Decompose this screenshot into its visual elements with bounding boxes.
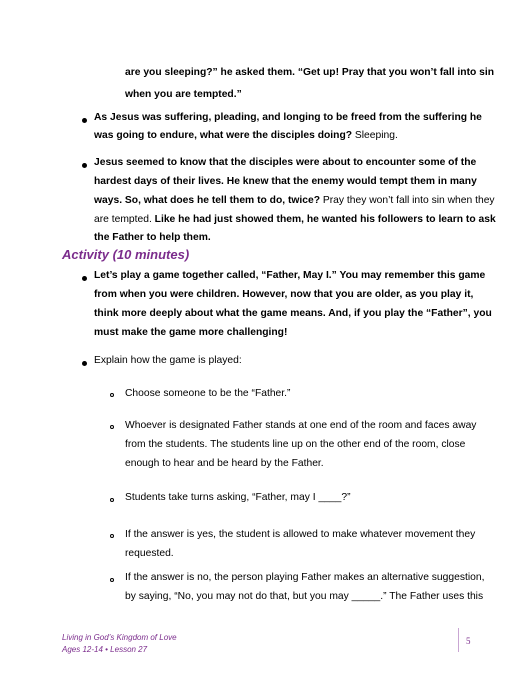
answer-text: Sleeping. (352, 130, 398, 141)
question-text: the Father to help them. (94, 232, 211, 243)
sub-bullet-icon (110, 498, 114, 502)
footer-divider (458, 628, 459, 652)
continued-text-line: are you sleeping?” he asked them. “Get up! Pray that you won’t fall into sin (125, 67, 495, 78)
step-text: If the answer is no, the person playing Father makes an alternative suggestion, (125, 572, 485, 583)
step-text: If the answer is yes, the student is allowed to make whatever movement they (125, 529, 476, 540)
bullet-icon (82, 361, 87, 366)
question-text: Jesus seemed to know that the disciples were about to encounter some of the (94, 157, 477, 168)
step-text: from the students. The students line up on the other end of the room, close (125, 439, 466, 450)
step-text: Students take turns asking, “Father, may I ____?” (125, 492, 351, 503)
step-text: Choose someone to be the “Father.” (125, 388, 291, 399)
activity-text: Let’s play a game together called, “Father, May I.” You may remember this game (94, 270, 486, 281)
bullet-icon (82, 163, 87, 168)
activity-text: think more deeply about what the game means. And, if you play the “Father”, you (94, 308, 492, 319)
sub-bullet-icon (110, 425, 114, 429)
section-heading: Activity (10 minutes) (62, 247, 190, 262)
sub-bullet-icon (110, 534, 114, 538)
question-text: was going to endure, what were the disciples doing? Sleeping. (94, 130, 398, 141)
bullet-icon (82, 276, 87, 281)
question-text: As Jesus was suffering, pleading, and longing to be freed from the suffering he (94, 112, 482, 123)
step-text: requested. (125, 548, 174, 559)
footer-title: Living in God’s Kingdom of Love (62, 633, 177, 642)
page-number: 5 (466, 636, 471, 646)
footer-subtitle: Ages 12-14 • Lesson 27 (62, 645, 148, 654)
step-text: Whoever is designated Father stands at one end of the room and faces away (125, 420, 477, 431)
continued-text-line: when you are tempted.” (125, 89, 242, 100)
bullet-icon (82, 118, 87, 123)
sub-bullet-icon (110, 578, 114, 582)
activity-text: must make the game more challenging! (94, 327, 288, 338)
step-text: by saying, “No, you may not do that, but you may _____.” The Father uses this (125, 591, 484, 602)
question-text: ways. So, what does he tell them to do, twice? Pray they won’t fall into sin when they (94, 195, 495, 206)
sub-bullet-icon (110, 393, 114, 397)
question-text: hardest days of their lives. He knew that the enemy would tempt them in many (94, 176, 477, 187)
step-text: enough to hear and be heard by the Father. (125, 458, 324, 469)
question-text: are tempted. Like he had just showed them, he wanted his followers to learn to ask (94, 214, 496, 225)
activity-text: from when you were children. However, now that you are older, as you play it, (94, 289, 474, 300)
activity-text: Explain how the game is played: (94, 355, 242, 366)
answer-text: are tempted. (94, 214, 152, 225)
answer-text: Pray they won’t fall into sin when they (320, 195, 495, 206)
